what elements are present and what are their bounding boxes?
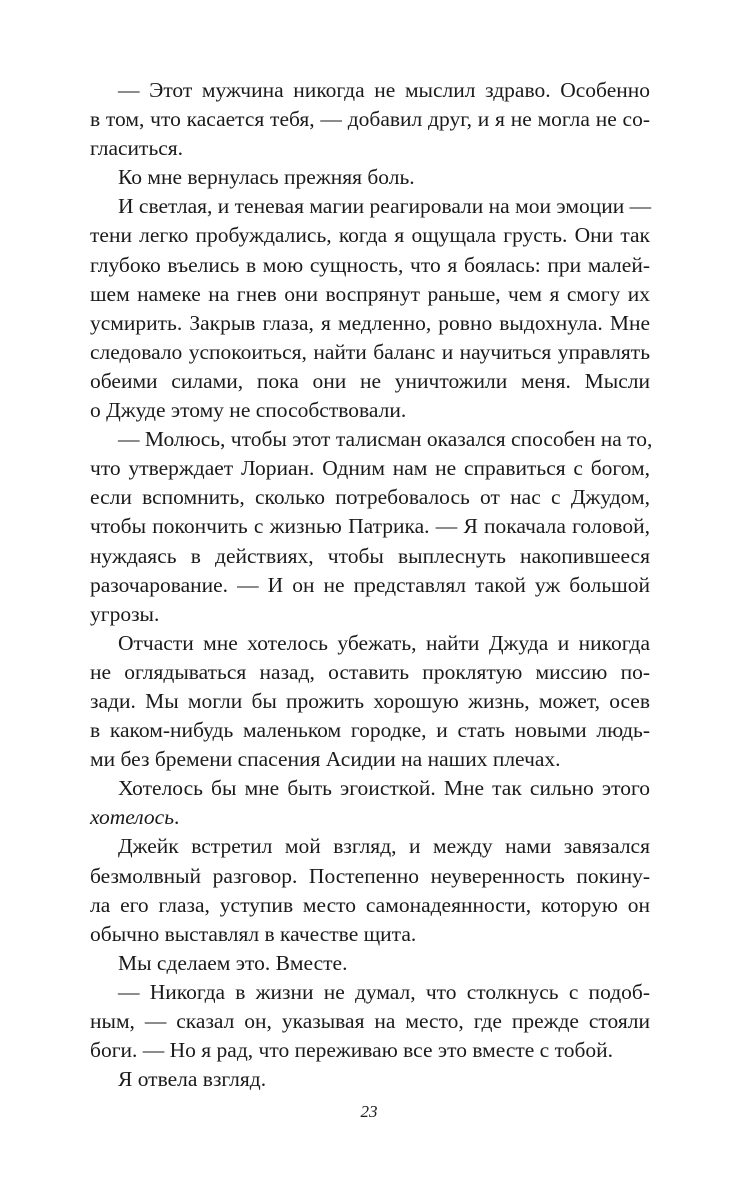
text-line: угрозы. [90,601,160,626]
paragraph [90,163,650,192]
text-line: ми без бремени спасения Асидии на наших плечах. [90,747,561,772]
text-line: боги. — Но я рад, что переживаю все это вместе с тобой. [90,1038,614,1063]
text-line: что утверждает Лориан. Одним нам не справиться с богом, [90,456,650,481]
text-line: Отчасти мне хотелось убежать, найти Джуда и никогда [118,630,650,655]
text-line: гласиться. [90,136,184,161]
text-line: Ко мне вернулась прежняя боль. [118,165,415,190]
text-line: безмолвный разговор. Постепенно неуверенность покину- [90,863,650,888]
paragraph [90,774,650,832]
text-line: тени легко пробуждались, когда я ощущала грусть. Они так [90,223,650,248]
punctuation: . [174,805,180,830]
text-line: Мы сделаем это. Вместе. [118,950,348,975]
paragraph [90,978,650,1065]
text-line [90,803,650,832]
text-line: — Этот мужчина никогда не мыслил здраво. Особенно [118,78,650,102]
text-line: ла его глаза, уступив место самонадеянности, которую он [90,892,650,917]
text-line: — Молюсь, чтобы этот талисман оказался способен на то, [118,427,653,452]
text-line: обеими силами, пока они не уничтожили меня. Мысли [90,368,650,393]
text-line: И светлая, и теневая магии реагировали на мои эмоции — [118,194,652,219]
text-line: зади. Мы могли бы прожить хорошую жизнь, может, осев [90,688,650,713]
text-line: шем намеке на гнев они воспрянут раньше, чем я смогу их [90,281,650,306]
text-line: Я отвела взгляд. [118,1067,267,1092]
text-line: в каком-нибудь маленьком городке, и стать новыми людь- [90,718,650,743]
text-line: чтобы покончить с жизнью Патрика. — Я покачала головой, [90,514,650,539]
text-line: нуждаясь в действиях, чтобы выплеснуть накопившееся [90,543,650,568]
text-line: Хотелось бы мне быть эгоисткой. Мне так сильно этого [118,776,650,801]
text-line: о Джуде этому не способствовали. [90,398,407,423]
body-text [90,76,653,1094]
paragraph [90,1065,650,1094]
text-line: глубоко въелись в мою сущность, что я боялась: при малей- [90,252,650,277]
text-line: обычно выставлял в качестве щита. [90,921,417,946]
paragraph [90,949,650,978]
paragraph [90,425,653,629]
paragraph [90,76,650,163]
text-line: разочарование. — И он не представлял такой уж большой [90,572,650,597]
italic-word: хотелось [90,805,175,830]
text-line: Джейк встретил мой взгляд, и между нами завязался [118,834,650,859]
text-line: если вспомнить, сколько потребовалось от нас с Джудом, [90,485,650,510]
text-line: усмирить. Закрыв глаза, я медленно, ровно выдохнула. Мне [90,310,650,335]
paragraph [90,629,650,774]
text-line: не оглядываться назад, оставить проклятую миссию по- [90,659,650,684]
paragraph [90,832,650,948]
text-line: ным, — сказал он, указывая на место, где прежде стояли [90,1009,650,1033]
paragraph [90,192,650,425]
text-line: — Никогда в жизни не думал, что столкнусь с подоб- [118,979,650,1004]
text-line: следовало успокоиться, найти баланс и научиться управлять [90,339,650,364]
page-number: 23 [360,1102,378,1121]
text-line: в том, что касается тебя, — добавил друг, и я не могла не со- [90,107,650,132]
